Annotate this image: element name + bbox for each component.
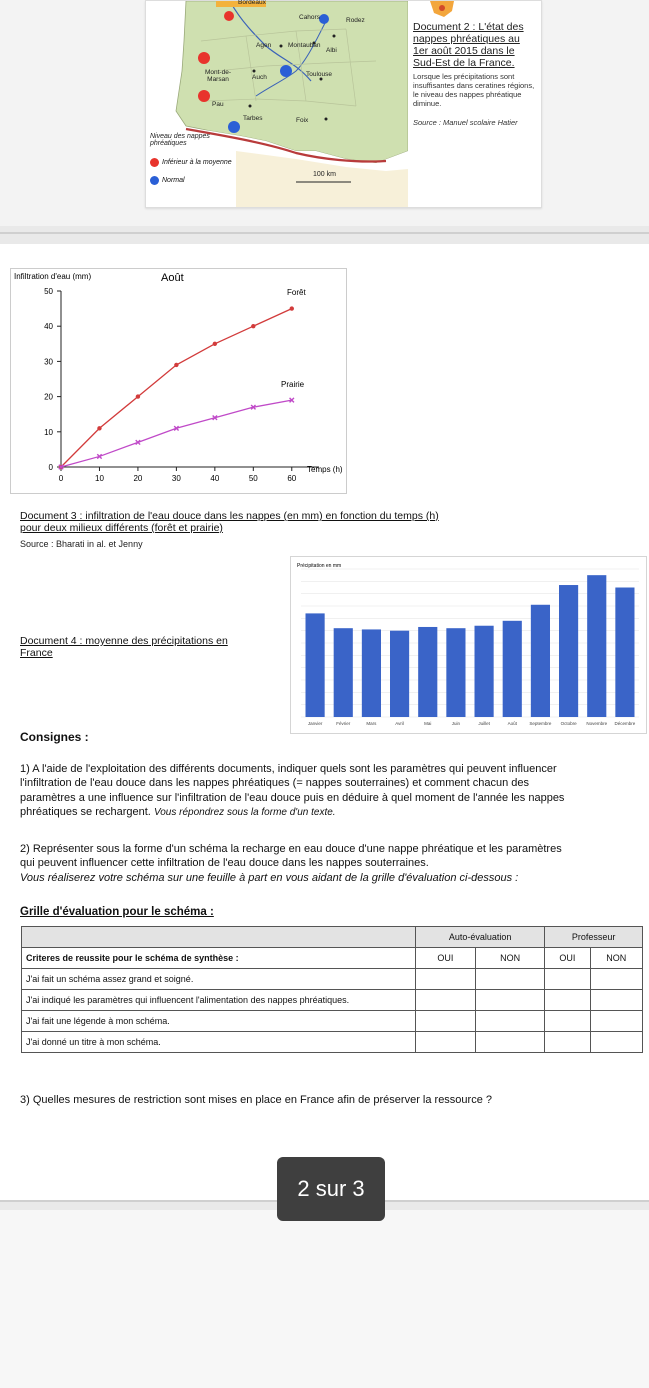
map-label-city: Agen xyxy=(256,42,272,49)
x-tick-label: 60 xyxy=(287,474,297,483)
map-dot-blue-3 xyxy=(228,121,240,133)
map-label-city: Tarbes xyxy=(243,115,263,122)
map-label-city: Toulouse xyxy=(306,71,333,78)
bar-mars xyxy=(362,629,381,717)
bar-février xyxy=(334,628,353,717)
doc3-ylabel: Infiltration d'eau (mm) xyxy=(14,272,92,281)
table-row xyxy=(22,1032,643,1053)
doc2-body: Lorsque les précipitations sont insuffisantes dans ceratines régions, le niveau des nappes phréatique diminue. xyxy=(413,72,535,108)
page-separator xyxy=(0,232,649,234)
table-subheader-row xyxy=(22,948,643,969)
y-tick-label: 0 xyxy=(48,463,53,472)
page-counter: 2 sur 3 xyxy=(277,1157,385,1221)
series-line-foret xyxy=(61,309,292,467)
x-tick-label: 50 xyxy=(248,474,258,483)
map-label-city: Auch xyxy=(252,74,267,81)
bar-avril xyxy=(390,631,409,717)
doc3-caption xyxy=(20,510,640,534)
y-tick-label: 10 xyxy=(44,427,53,437)
q2-italic: Vous réaliserez votre schéma sur une feuille à part en vous aidant de la grille d'évaluation ci-dessous : xyxy=(20,871,519,884)
table-header-row xyxy=(22,927,643,948)
criterion-cell: J'ai donné un titre à mon schéma. xyxy=(22,1032,416,1053)
doc2-text xyxy=(413,21,538,127)
header-professeur: Professeur xyxy=(545,927,643,948)
criteria-header: Criteres de reussite pour le schéma de synthèse : xyxy=(22,948,416,969)
check-cell[interactable] xyxy=(475,1011,544,1032)
col-non-auto: NON xyxy=(475,948,544,969)
map-label-city: Foix xyxy=(296,117,309,124)
y-tick-label: 50 xyxy=(44,287,53,296)
x-tick-label: Septembre xyxy=(529,721,552,726)
x-tick-label: Juin xyxy=(451,721,461,726)
check-cell[interactable] xyxy=(545,969,590,990)
data-point-foret xyxy=(97,426,101,430)
doc2-map xyxy=(146,1,408,207)
check-cell[interactable] xyxy=(545,1032,590,1053)
check-cell[interactable] xyxy=(475,969,544,990)
q1-line: paramètres a une influence sur l'infiltration de l'eau douce puis en déduire à quel moment de l'année les nappes xyxy=(20,791,565,804)
table-row xyxy=(22,990,643,1011)
q2-line: qui peuvent influencer cette infiltration de l'eau douce dans les nappes souterraines. xyxy=(20,857,429,870)
map-legend-red xyxy=(150,158,232,167)
criterion-cell: J'ai fait une légende à mon schéma. xyxy=(22,1011,416,1032)
check-cell[interactable] xyxy=(416,1011,476,1032)
q1-line: 1) A l'aide de l'exploitation des différents documents, indiquer quels sont les paramètres qui peuvent influencer xyxy=(20,763,557,775)
check-cell[interactable] xyxy=(475,1032,544,1053)
bar-janvier xyxy=(306,613,325,717)
bar-mai xyxy=(418,627,437,717)
question-3: 3) Quelles mesures de restriction sont mises en place en France afin de préserver la ressource ? xyxy=(20,1094,492,1106)
criterion-cell: J'ai fait un schéma assez grand et soigné. xyxy=(22,969,416,990)
check-cell[interactable] xyxy=(545,990,590,1011)
map-dot-blue-2 xyxy=(280,65,292,77)
map-dot-blue-1 xyxy=(319,14,329,24)
x-tick-label: 0 xyxy=(58,474,64,483)
doc2-source: Source : Manuel scolaire Hatier xyxy=(413,118,518,127)
doc3-source: Source : Bharati in al. et Jenny xyxy=(20,539,143,549)
x-tick-label: Juillet xyxy=(478,721,490,726)
map-dot-red-2 xyxy=(198,52,210,64)
map-scale-label: 100 km xyxy=(313,171,336,178)
y-tick-label: 40 xyxy=(44,322,53,332)
x-tick-label: Février xyxy=(336,721,351,726)
x-tick-label: Novembre xyxy=(586,721,608,726)
question-2 xyxy=(20,842,640,885)
map-label-top: Bordeaux xyxy=(238,0,266,6)
x-tick-label: 30 xyxy=(171,474,181,483)
map-legend-blue xyxy=(150,176,185,185)
doc2-card xyxy=(145,0,542,208)
doc4-title: Précipitation en mm xyxy=(297,563,342,569)
col-oui-prof: OUI xyxy=(545,948,590,969)
q2-line: 2) Représenter sous la forme d'un schéma la recharge en eau douce d'une nappe phréatique et les paramètres xyxy=(20,843,562,855)
doc3-title: Août xyxy=(161,272,184,284)
bar-juin xyxy=(446,628,465,717)
check-cell[interactable] xyxy=(590,990,642,1011)
bar-août xyxy=(503,621,522,717)
doc3-legend-prairie: Prairie xyxy=(281,380,305,389)
x-tick-label: 40 xyxy=(210,474,220,483)
doc3-legend-foret: Forêt xyxy=(287,288,306,297)
x-tick-label: 10 xyxy=(95,474,104,483)
check-cell[interactable] xyxy=(590,1011,642,1032)
y-tick-label: 30 xyxy=(44,357,53,367)
map-dot-red-3 xyxy=(198,90,210,102)
data-point-foret xyxy=(213,342,217,346)
q1-line: l'infiltration de l'eau douce dans les nappes phréatiques (= nappes souterraines) et comment chacun des xyxy=(20,777,529,790)
x-tick-label: Octobre xyxy=(560,721,577,726)
doc4-caption: Document 4 : moyenne des précipitations en France xyxy=(20,635,228,659)
check-cell[interactable] xyxy=(416,990,476,1011)
bar-juillet xyxy=(475,626,494,717)
table-row xyxy=(22,969,643,990)
series-line-prairie xyxy=(61,400,292,467)
doc2-title-4: Sud-Est de la France. xyxy=(413,57,515,69)
map-label-city: Albi xyxy=(326,47,337,54)
map-legend-title: Niveau des nappes phréatiques xyxy=(150,133,210,147)
q1-line: phréatiques se rechargent. xyxy=(20,806,151,819)
grille-heading: Grille d'évaluation pour le schéma : xyxy=(20,906,214,918)
page-bottom xyxy=(0,1210,649,1388)
data-point-foret xyxy=(136,394,140,398)
doc3-chart xyxy=(10,268,347,494)
x-tick-label: 20 xyxy=(133,474,143,483)
x-tick-label: Avril xyxy=(395,721,404,726)
doc2-title-3: 1er août 2015 dans le xyxy=(413,45,515,57)
table-empty-header xyxy=(22,927,416,948)
evaluation-grid xyxy=(21,926,643,1053)
map-label-city: Mont-de-Marsan xyxy=(204,69,231,83)
page-top xyxy=(0,0,649,226)
x-tick-label: Mars xyxy=(366,721,377,726)
check-cell[interactable] xyxy=(475,990,544,1011)
col-non-prof: NON xyxy=(590,948,642,969)
doc3-caption-line2: pour deux milieux différents (forêt et prairie) xyxy=(20,522,223,534)
map-label-city: Montauban xyxy=(288,42,321,49)
doc2-title-1: Document 2 : L'état des xyxy=(413,21,524,33)
y-tick-label: 20 xyxy=(44,392,53,402)
x-tick-label: Mai xyxy=(424,721,432,726)
check-cell[interactable] xyxy=(416,969,476,990)
data-point-foret xyxy=(290,306,294,310)
consignes-heading: Consignes : xyxy=(20,730,89,744)
question-1 xyxy=(20,762,640,821)
doc3-caption-line1: Document 3 : infiltration de l'eau douce dans les nappes (en mm) en fonction du temps (h) xyxy=(20,510,439,522)
legend-blue-label: Normal xyxy=(162,177,185,184)
france-mini-map-icon xyxy=(426,1,458,19)
data-point-foret xyxy=(251,324,255,328)
check-cell[interactable] xyxy=(590,1032,642,1053)
x-tick-label: Janvier xyxy=(307,721,323,726)
bar-novembre xyxy=(587,575,606,717)
doc2-title-2: nappes phréatiques au xyxy=(413,33,520,45)
map-label-city: Pau xyxy=(212,101,224,108)
x-tick-label: Août xyxy=(507,721,517,726)
data-point-foret xyxy=(174,363,178,367)
map-label-city: Cahors xyxy=(299,14,320,21)
doc4-chart xyxy=(290,556,647,734)
x-tick-label: Décembre xyxy=(614,721,636,726)
header-auto-evaluation: Auto-évaluation xyxy=(416,927,545,948)
check-cell[interactable] xyxy=(545,1011,590,1032)
map-label-city: Rodez xyxy=(346,17,365,24)
table-row xyxy=(22,1011,643,1032)
check-cell[interactable] xyxy=(590,969,642,990)
bar-octobre xyxy=(559,585,578,717)
bar-décembre xyxy=(615,588,634,718)
bar-septembre xyxy=(531,605,550,717)
map-dot-red-1 xyxy=(224,11,234,21)
col-oui-auto: OUI xyxy=(416,948,476,969)
check-cell[interactable] xyxy=(416,1032,476,1053)
q1-italic: Vous répondrez sous la forme d'un texte. xyxy=(153,807,336,819)
legend-red-dot-icon xyxy=(150,158,159,167)
criterion-cell: J'ai indiqué les paramètres qui influencent l'alimentation des nappes phréatiques. xyxy=(22,990,416,1011)
legend-blue-dot-icon xyxy=(150,176,159,185)
legend-red-label: Inférieur à la moyenne xyxy=(162,159,232,166)
doc3-xlabel: Temps (h) xyxy=(307,465,343,474)
